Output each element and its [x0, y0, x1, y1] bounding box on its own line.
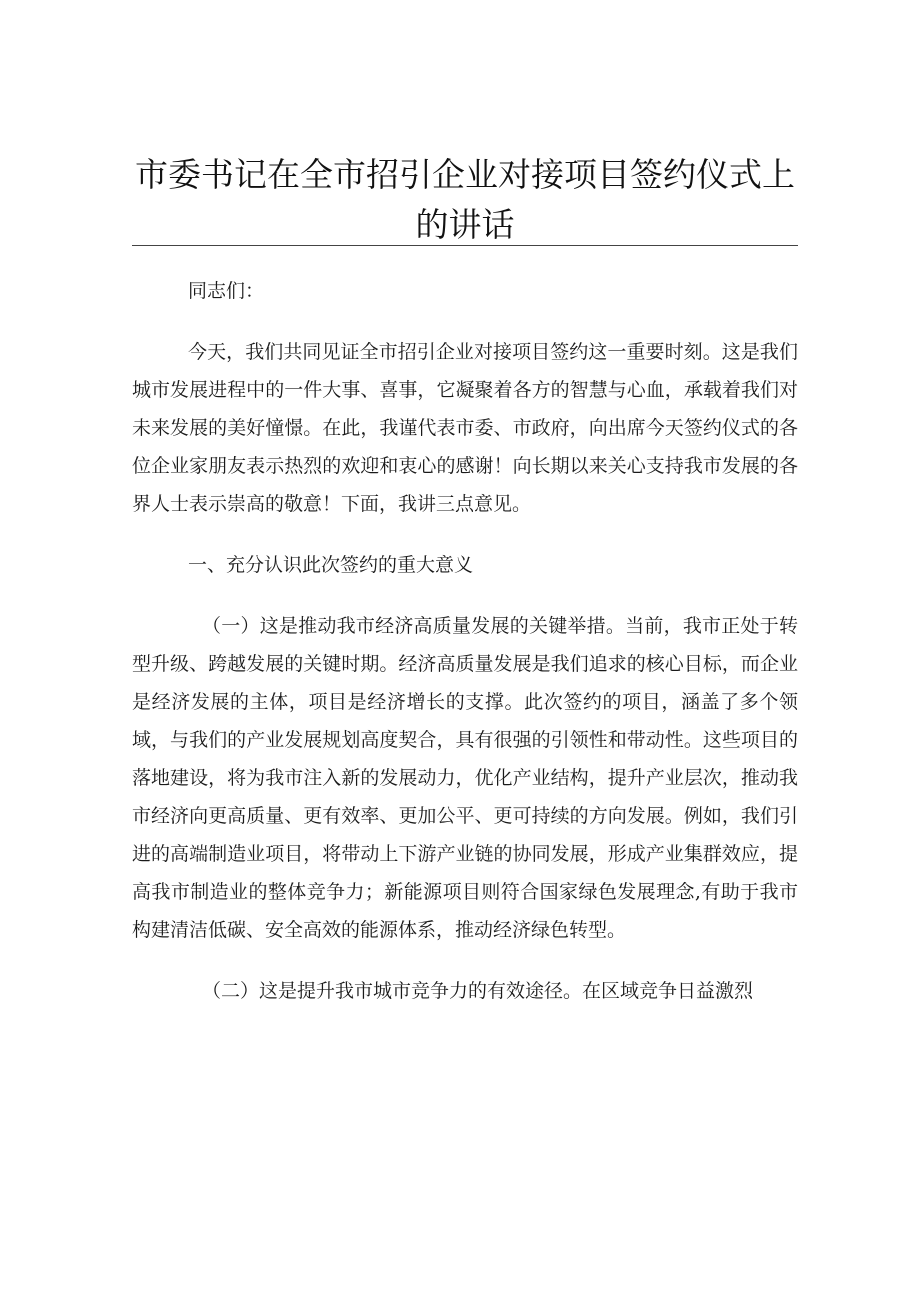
title-block	[132, 150, 798, 250]
document-title: 市委书记在全市招引企业对接项目签约仪式上的讲话	[135, 155, 795, 244]
document-body	[132, 272, 798, 1010]
salutation: 同志们：	[188, 280, 265, 302]
section-heading-1: 一、充分认识此次签约的重大意义	[188, 554, 474, 576]
paragraph-intro: 今天，我们共同见证全市招引企业对接项目签约这一重要时刻。这是我们城市发展进程中的一件大事、喜事，它凝聚着各方的智慧与心血，承载着我们对未来发展的美好憧憬。在此，我谨代表市委、市政府，向出席今天签约仪式的各位企业家朋友表示热烈的欢迎和衷心的感谢！向长期以来关心支持我市发展的各界人士表示崇高的敬意！下面，我讲三点意见。	[132, 341, 798, 515]
paragraph-subsection-1: （一）这是推动我市经济高质量发展的关键举措。当前，我市正处于转型升级、跨越发展的关键时期。经济高质量发展是我们追求的核心目标，而企业是经济发展的主体，项目是经济增长的支撑。此次签约的项目，涵盖了多个领域，与我们的产业发展规划高度契合，具有很强的引领性和带动性。这些项目的落地建设，将为我市注入新的发展动力，优化产业结构，提升产业层次，推动我市经济向更高质量、更有效率、更加公平、更可持续的方向发展。例如，我们引进的高端制造业项目，将带动上下游产业链的协同发展，形成产业集群效应，提高我市制造业的整体竞争力；新能源项目则符合国家绿色发展理念,有助于我市构建清洁低碳、安全高效的能源体系，推动经济绿色转型。	[132, 615, 798, 941]
paragraph-subsection-2: （二）这是提升我市城市竞争力的有效途径。在区域竞争日益激烈	[202, 980, 754, 1002]
title-underline	[132, 245, 798, 246]
